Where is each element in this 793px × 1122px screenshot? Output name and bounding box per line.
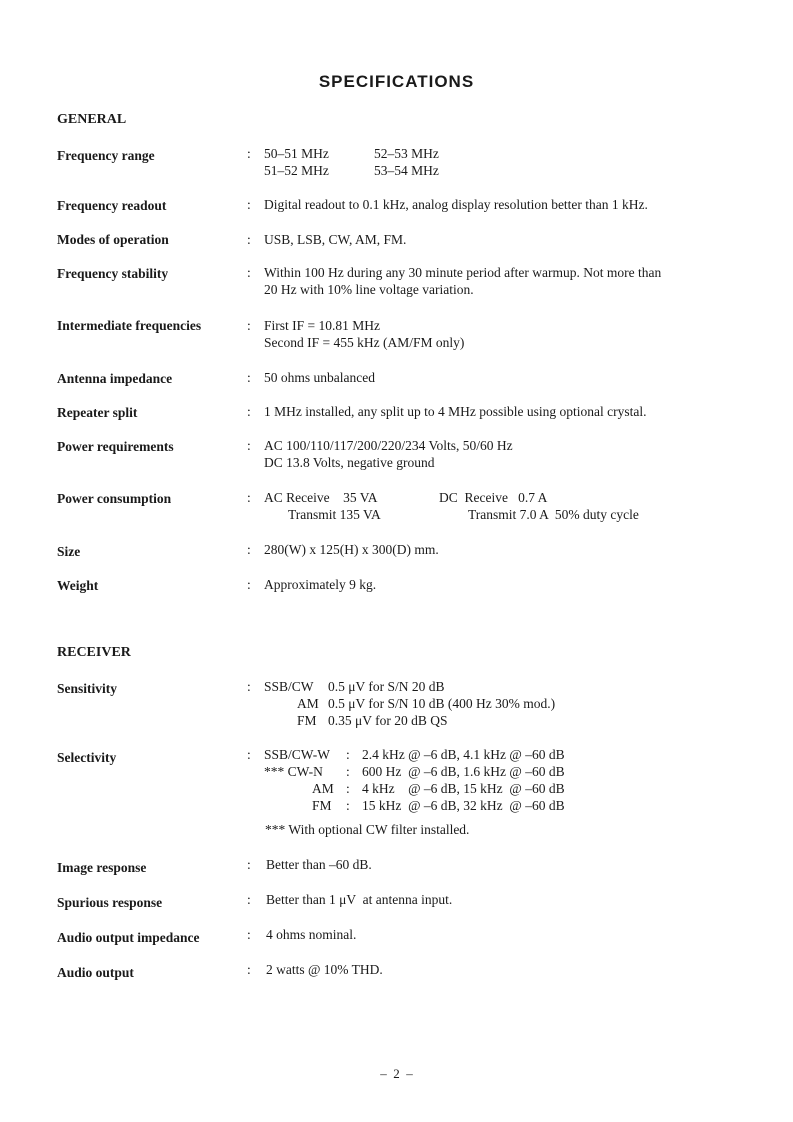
colon: : — [247, 404, 251, 419]
section-general-heading: GENERAL — [57, 112, 127, 127]
colon: : — [247, 679, 251, 694]
colon: : — [346, 747, 350, 762]
spec-value: AC Receive 35 VA — [264, 490, 378, 505]
spec-value: 15 kHz @ –6 dB, 32 kHz @ –60 dB — [362, 798, 565, 813]
spec-label: Weight — [57, 578, 99, 593]
spec-mode: FM — [312, 798, 332, 813]
spec-value: DC 13.8 Volts, negative ground — [264, 455, 435, 470]
spec-label: Power consumption — [57, 491, 172, 506]
spec-label: Frequency readout — [57, 198, 167, 213]
spec-value: 0.5 μV for S/N 20 dB — [328, 679, 445, 694]
colon: : — [247, 892, 251, 907]
spec-value: DC Receive 0.7 A — [439, 490, 548, 505]
colon: : — [247, 232, 251, 247]
spec-value: USB, LSB, CW, AM, FM. — [264, 232, 407, 247]
spec-label: Frequency stability — [57, 266, 169, 281]
spec-mode: *** CW-N — [264, 764, 323, 779]
spec-label: Frequency range — [57, 148, 155, 163]
spec-value: 51–52 MHz — [264, 163, 329, 178]
colon: : — [247, 438, 251, 453]
spec-value: 50–51 MHz — [264, 146, 329, 161]
spec-value: 4 ohms nominal. — [266, 927, 357, 942]
spec-note: *** With optional CW filter installed. — [265, 822, 470, 837]
spec-value: 2 watts @ 10% THD. — [266, 962, 383, 977]
spec-mode: AM — [297, 696, 319, 711]
spec-label: Sensitivity — [57, 681, 118, 696]
colon: : — [247, 747, 251, 762]
spec-value: 1 MHz installed, any split up to 4 MHz possible using optional crystal. — [264, 404, 647, 419]
colon: : — [247, 490, 251, 505]
colon: : — [346, 798, 350, 813]
page-title: SPECIFICATIONS — [318, 72, 475, 91]
spec-label: Image response — [57, 860, 147, 875]
spec-value: Approximately 9 kg. — [264, 577, 377, 592]
spec-label: Audio output — [57, 965, 134, 980]
colon: : — [247, 577, 251, 592]
spec-value: 52–53 MHz — [374, 146, 439, 161]
spec-value: 0.5 μV for S/N 10 dB (400 Hz 30% mod.) — [328, 696, 556, 711]
spec-value: AC 100/110/117/200/220/234 Volts, 50/60 Hz — [264, 438, 513, 453]
colon: : — [346, 764, 350, 779]
spec-value: 0.35 μV for 20 dB QS — [328, 713, 448, 728]
spec-mode: SSB/CW — [264, 679, 314, 694]
colon: : — [247, 146, 251, 161]
colon: : — [247, 197, 251, 212]
spec-mode: AM — [312, 781, 334, 796]
spec-value: 2.4 kHz @ –6 dB, 4.1 kHz @ –60 dB — [362, 747, 565, 762]
spec-value: Better than 1 μV at antenna input. — [266, 892, 453, 907]
spec-label: Antenna impedance — [57, 371, 173, 386]
colon: : — [346, 781, 350, 796]
spec-label: Audio output impedance — [57, 930, 200, 945]
spec-label: Spurious response — [57, 895, 163, 910]
spec-value: 53–54 MHz — [374, 163, 439, 178]
spec-value: 600 Hz @ –6 dB, 1.6 kHz @ –60 dB — [362, 764, 565, 779]
spec-value: 20 Hz with 10% line voltage variation. — [264, 282, 474, 297]
colon: : — [247, 927, 251, 942]
spec-value: Transmit 135 VA — [288, 507, 381, 522]
spec-value: Transmit 7.0 A 50% duty cycle — [468, 507, 639, 522]
colon: : — [247, 318, 251, 333]
spec-label: Selectivity — [57, 750, 117, 765]
spec-value: Within 100 Hz during any 30 minute period after warmup. Not more than — [264, 265, 662, 280]
colon: : — [247, 265, 251, 280]
spec-value: First IF = 10.81 MHz — [264, 318, 380, 333]
spec-mode: FM — [297, 713, 317, 728]
section-receiver-heading: RECEIVER — [57, 645, 131, 660]
spec-mode: SSB/CW-W — [264, 747, 331, 762]
spec-value: 4 kHz @ –6 dB, 15 kHz @ –60 dB — [362, 781, 565, 796]
colon: : — [247, 857, 251, 872]
colon: : — [247, 542, 251, 557]
spec-value: 50 ohms unbalanced — [264, 370, 375, 385]
colon: : — [247, 370, 251, 385]
spec-value: 280(W) x 125(H) x 300(D) mm. — [264, 542, 439, 557]
spec-label: Power requirements — [57, 439, 174, 454]
spec-label: Modes of operation — [57, 232, 169, 247]
spec-label: Repeater split — [57, 405, 138, 420]
spec-value: Second IF = 455 kHz (AM/FM only) — [264, 335, 465, 350]
page-number: – 2 – — [380, 1066, 413, 1081]
spec-label: Size — [57, 544, 81, 559]
colon: : — [247, 962, 251, 977]
spec-label: Intermediate frequencies — [57, 318, 202, 333]
spec-value: Better than –60 dB. — [266, 857, 372, 872]
spec-value: Digital readout to 0.1 kHz, analog display resolution better than 1 kHz. — [264, 197, 648, 212]
